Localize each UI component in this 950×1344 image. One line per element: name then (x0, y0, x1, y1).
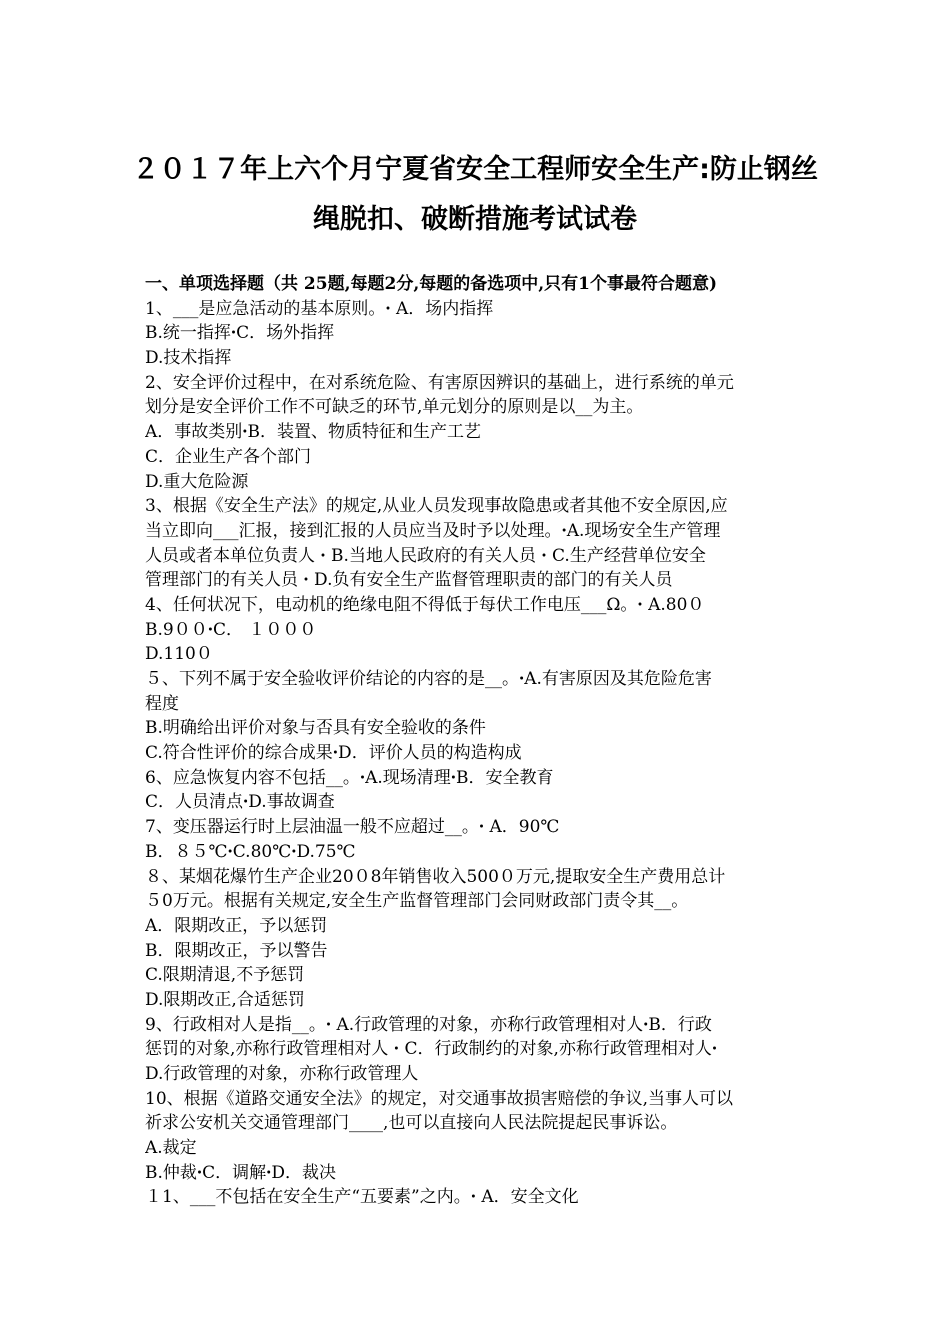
document-title-line-2: 绳脱扣、破断措施考试试卷 (313, 204, 637, 235)
text-line: B.明确给出评价对象与否具有安全验收的条件 (145, 718, 486, 739)
text-line: 7、变压器运行时上层油温一般不应超过__。ꞏ A．90℃ (145, 817, 560, 838)
text-line: 祈求公安机关交通管理部门____,也可以直接向人民法院提起民事诉讼。 (145, 1113, 678, 1134)
text-line: A．事故类别ꞏB．装置、物质特征和生产工艺 (145, 422, 482, 443)
text-line: A．限期改正，予以惩罚 (145, 915, 328, 936)
text-line: B.统一指挥ꞏC．场外指挥 (145, 323, 335, 344)
text-line: A.裁定 (145, 1138, 197, 1159)
text-line: 3、根据《安全生产法》的规定,从业人员发现事故隐患或者其他不安全原因,应 (145, 496, 728, 517)
text-line: 1、___是应急活动的基本原则。ꞏ A．场内指挥 (145, 298, 494, 319)
text-line: ５0万元。根据有关规定,安全生产监督管理部门会同财政部门责令其__。 (145, 891, 689, 912)
text-line: ５、下列不属于安全验收评价结论的内容的是__。ꞏA.有害原因及其危险危害 (145, 669, 712, 689)
text-line: C．企业生产各个部门 (145, 446, 312, 467)
text-line: D.110０ (145, 644, 213, 665)
text-line: 10、根据《道路交通安全法》的规定，对交通事故损害赔偿的争议,当事人可以 (145, 1088, 734, 1109)
text-line: 6、应急恢复内容不包括__。ꞏA.现场清理ꞏB．安全教育 (145, 767, 554, 788)
text-line: 9、行政相对人是指__。ꞏ A.行政管理的对象，亦称行政管理相对人ꞏB．行政 (145, 1014, 712, 1035)
text-line: D.行政管理的对象，亦称行政管理人 (145, 1064, 419, 1084)
text-line: B.9００ꞏC． １０００ (145, 619, 317, 640)
text-line: B.仲裁ꞏC．调解ꞏD．裁决 (145, 1162, 337, 1183)
text-line: 划分是安全评价工作不可缺乏的环节,单元划分的原则是以__为主。 (145, 397, 644, 418)
text-line: 程度 (145, 693, 179, 714)
text-line: D.技术指挥 (145, 348, 232, 369)
text-line: １1、___不包括在安全生产“五要素”之内。ꞏ A．安全文化 (145, 1187, 579, 1208)
text-line: B．８５℃ꞏC.80℃ꞏD.75℃ (145, 841, 356, 862)
text-line: C．人员清点ꞏD.事故调查 (145, 792, 335, 813)
text-line: ８、某烟花爆竹生产企业20０8年销售收入500０万元,提取安全生产费用总计 (145, 866, 726, 887)
text-line: 当立即向___汇报，接到汇报的人员应当及时予以处理。ꞏA.现场安全生产管理 (145, 520, 721, 541)
text-line: C.限期清退,不予惩罚 (145, 965, 305, 986)
text-line: C.符合性评价的综合成果ꞏD．评价人员的构造构成 (145, 743, 522, 764)
text-line: 管理部门的有关人员 ꞏ D.负有安全生产监督管理职责的部门的有关人员 (145, 570, 673, 591)
text-line: 人员或者本单位负责人 ꞏ B.当地人民政府的有关人员 ꞏ C.生产经营单位安全 (145, 545, 706, 566)
question-body (145, 272, 810, 1210)
text-line: 惩罚的对象,亦称行政管理相对人 ꞏ C．行政制约的对象,亦称行政管理相对人ꞏ (145, 1039, 718, 1060)
text-line: D.重大危险源 (145, 471, 249, 492)
text-line: B．限期改正，予以警告 (145, 940, 328, 961)
text-line: 2、安全评价过程中，在对系统危险、有害原因辨识的基础上，进行系统的单元 (145, 372, 734, 393)
section-heading: 一、单项选择题（共 25题,每题2分,每题的备选项中,只有1个事最符合题意) (145, 274, 718, 294)
text-line: 4、任何状况下，电动机的绝缘电阻不得低于每伏工作电压___Ω。ꞏ A.80０ (145, 594, 705, 615)
document-title-line-1: ２０１７年上六个月宁夏省安全工程师安全生产:防止钢丝 (132, 154, 818, 185)
text-line: D.限期改正,合适惩罚 (145, 989, 305, 1010)
